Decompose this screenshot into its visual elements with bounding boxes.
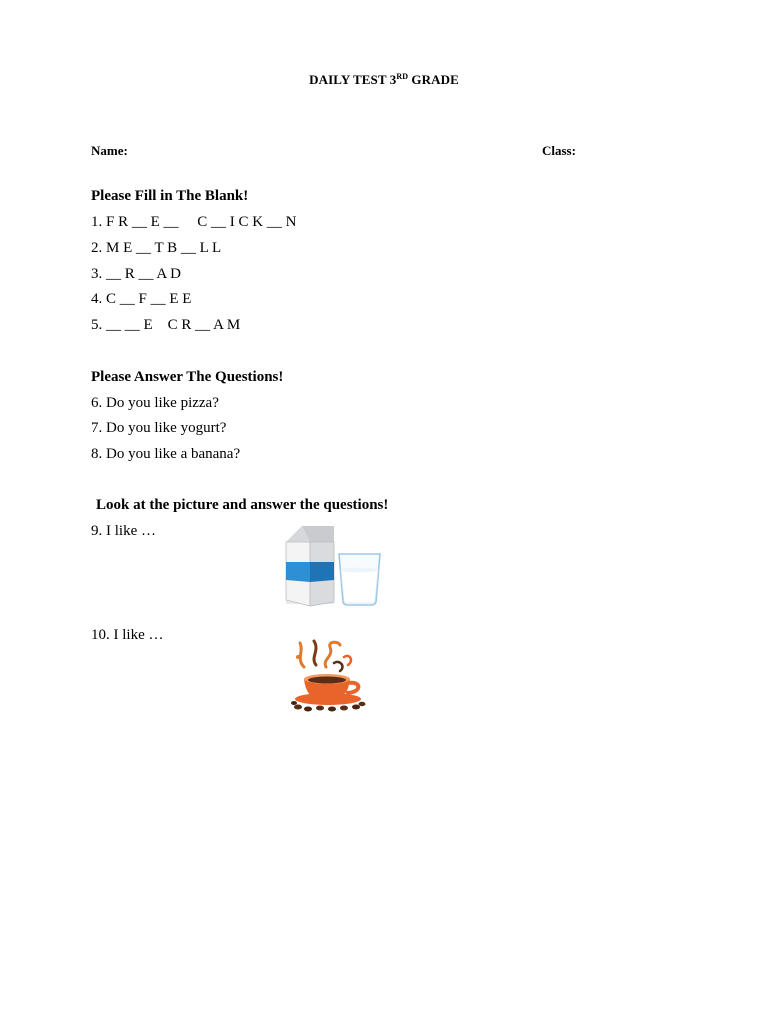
milk-carton-and-glass-icon <box>284 524 384 613</box>
page-title <box>0 72 768 88</box>
coffee-cup-icon <box>290 637 368 718</box>
question-8: 8. Do you like a banana? <box>91 446 241 462</box>
question-7: 7. Do you like yogurt? <box>91 420 227 436</box>
question-3: 3. __ R __ A D <box>91 266 182 282</box>
question-6: 6. Do you like pizza? <box>91 395 219 411</box>
title-prefix: DAILY TEST 3 <box>309 72 397 87</box>
picture-questions-heading: Look at the picture and answer the questions! <box>96 497 389 513</box>
fill-blank-heading: Please Fill in The Blank! <box>91 188 249 204</box>
question-10: 10. I like … <box>91 627 164 643</box>
question-1: 1. F R __ E __ C __ I C K __ N <box>91 214 297 230</box>
question-5: 5. __ __ E C R __ A M <box>91 317 241 333</box>
question-4: 4. C __ F __ E E <box>91 291 192 307</box>
title-suffix: GRADE <box>408 72 459 87</box>
question-2: 2. M E __ T B __ L L <box>91 240 222 256</box>
answer-questions-heading: Please Answer The Questions! <box>91 369 284 385</box>
title-superscript: RD <box>396 72 409 81</box>
question-9: 9. I like … <box>91 523 156 539</box>
class-label: Class: <box>542 143 576 158</box>
name-label: Name: <box>91 143 128 158</box>
